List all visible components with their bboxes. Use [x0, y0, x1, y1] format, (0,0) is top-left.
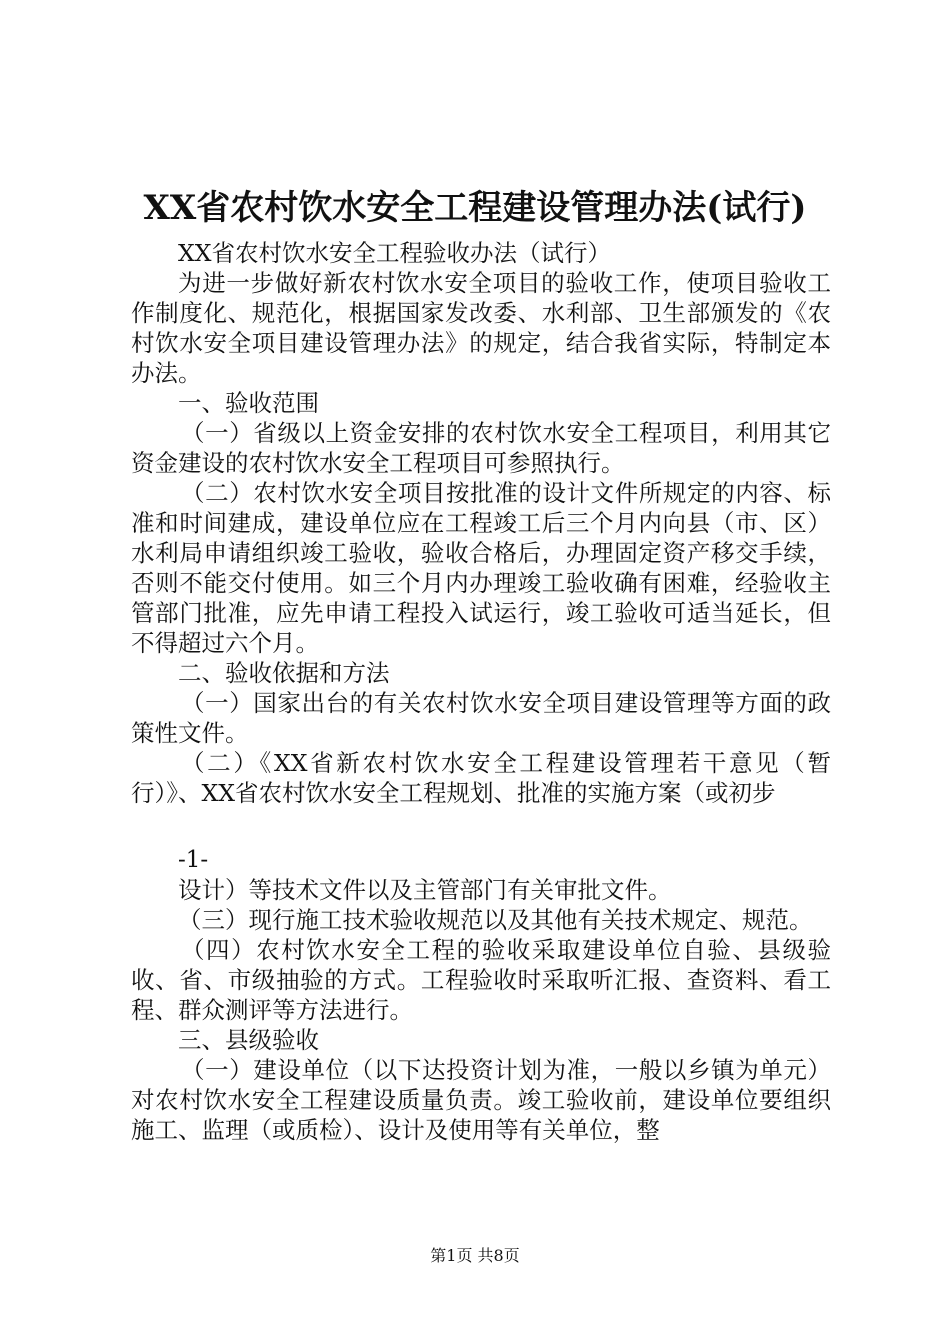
section-heading-scope: 一、验收范围 — [178, 389, 319, 417]
basis-item-4: （四）农村饮水安全工程的验收采取建设单位自验、县级验收、省、市级抽验的方式。工程验收时采取听汇报、查资料、看工程、群众测评等方法进行。 — [131, 936, 831, 1024]
scope-item-1: （一）省级以上资金安排的农村饮水安全工程项目，利用其它资金建设的农村饮水安全工程项目可参照执行。 — [131, 419, 831, 477]
document-body-part-a — [131, 238, 831, 808]
basis-item-1: （一）国家出台的有关农村饮水安全项目建设管理等方面的政策性文件。 — [131, 689, 831, 747]
section-heading-county: 三、县级验收 — [178, 1026, 319, 1054]
section-heading-basis: 二、验收依据和方法 — [178, 659, 390, 687]
basis-item-2: （二）《XX省新农村饮水安全工程建设管理若干意见（暂行）》、XX省农村饮水安全工程规划、批准的实施方案（或初步 — [131, 749, 831, 807]
inner-page-number: -1- — [178, 847, 209, 873]
county-item-1: （一）建设单位（以下达投资计划为准，一般以乡镇为单元）对农村饮水安全工程建设质量负责。竣工验收前，建设单位要组织施工、监理（或质检）、设计及使用等有关单位，整 — [131, 1056, 831, 1144]
document-title: XX省农村饮水安全工程建设管理办法(试行) — [143, 188, 807, 228]
subtitle-paragraph: XX省农村饮水安全工程验收办法（试行） — [178, 239, 611, 267]
page-footer: 第1页 共8页 — [430, 1246, 520, 1265]
scope-item-2: （二）农村饮水安全项目按批准的设计文件所规定的内容、标准和时间建成，建设单位应在工程竣工后三个月内向县（市、区）水利局申请组织竣工验收，验收合格后，办理固定资产移交手续，否则不能交付使用。如三个月内办理竣工验收确有困难，经验收主管部门批准，应先申请工程投入试运行，竣工验收可适当延长，但不得超过六个月。 — [131, 479, 831, 657]
document-body-part-b — [131, 875, 831, 1145]
basis-item-2-continued: 设计）等技术文件以及主管部门有关审批文件。 — [178, 876, 672, 904]
basis-item-3: （三）现行施工技术验收规范以及其他有关技术规定、规范。 — [178, 906, 813, 934]
intro-paragraph: 为进一步做好新农村饮水安全项目的验收工作，使项目验收工作制度化、规范化，根据国家发改委、水利部、卫生部颁发的《农村饮水安全项目建设管理办法》的规定，结合我省实际，特制定本办法。 — [131, 269, 831, 387]
